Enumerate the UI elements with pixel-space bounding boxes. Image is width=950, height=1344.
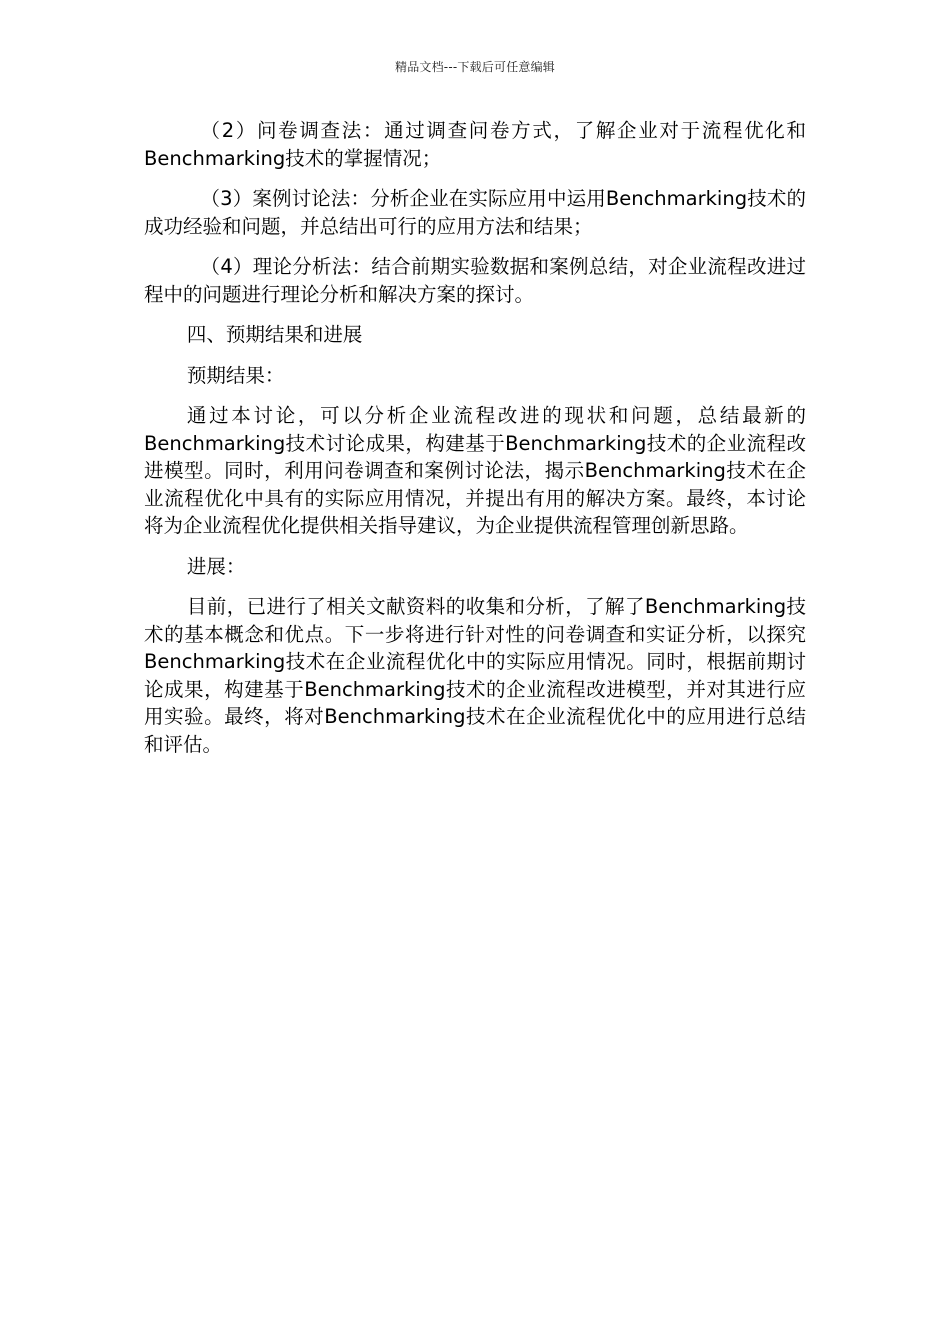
method-questionnaire: （2）问卷调查法：通过调查问卷方式，了解企业对于流程优化和Benchmarking技术的掌握情况； [144, 119, 806, 170]
method-case-discussion: （3）案例讨论法：分析企业在实际应用中运用Benchmarking技术的成功经验和问题，并总结出可行的应用方法和结果； [144, 187, 806, 238]
expected-results-paragraph: 通过本讨论，可以分析企业流程改进的现状和问题，总结最新的Benchmarking技术讨论成果，构建基于Benchmarking技术的企业流程改进模型。同时，利用问卷调查和案例讨论法，揭示Benchmarking技术在企业流程优化中具有的实际应用情况，并提出有用的解决方案。最终，本讨论将为企业流程优化提供相关指导建议，为企业提供流程管理创新思路。 [144, 404, 806, 537]
method-theory-analysis: （4）理论分析法：结合前期实验数据和案例总结，对企业流程改进过程中的问题进行理论分析和解决方案的探讨。 [144, 255, 806, 306]
subheading-expected-results: 预期结果： [186, 363, 285, 387]
page-header: 精品文档---下载后可任意编辑 [395, 60, 555, 74]
progress-paragraph: 目前，已进行了相关文献资料的收集和分析，了解了Benchmarking技术的基本概念和优点。下一步将进行针对性的问卷调查和实证分析，以探究Benchmarking技术在企业流程优化中的实际应用情况。同时，根据前期讨论成果，构建基于Benchmarking技术的企业流程改进模型，并对其进行应用实验。最终，将对Benchmarking技术在企业流程优化中的应用进行总结和评估。 [144, 595, 806, 756]
section-heading: 四、预期结果和进展 [186, 323, 363, 346]
subheading-progress: 进展： [186, 554, 246, 578]
document-body [144, 117, 806, 771]
